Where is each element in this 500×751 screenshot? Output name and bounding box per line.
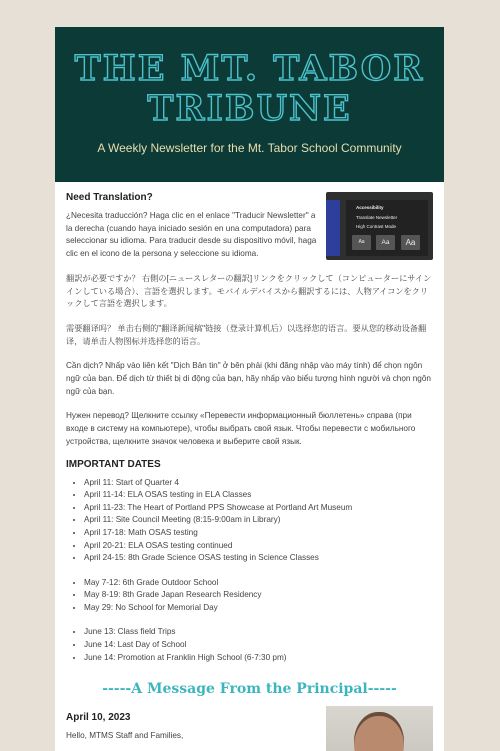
list-item: • April 11: Start of Quarter 4	[84, 477, 433, 490]
image-contrast-option: High Contrast Mode	[356, 224, 397, 229]
important-dates-heading: IMPORTANT DATES	[66, 458, 161, 470]
translation-section	[66, 192, 433, 261]
newsletter-tagline: A Weekly Newsletter for the Mt. Tabor School Community	[97, 141, 402, 155]
image-accessibility-panel	[346, 200, 428, 256]
newsletter-card	[55, 27, 444, 751]
image-text-size-medium: Aa	[376, 235, 395, 250]
list-item: • May 29: No School for Memorial Day	[84, 602, 433, 615]
masthead	[55, 27, 444, 182]
principal-photo	[326, 706, 433, 751]
principal-section-divider: -----A Message From the Principal-----	[102, 681, 397, 698]
dates-list-may	[66, 577, 433, 615]
translation-japanese: 翻訳が必要ですか？ 右側の[ニュースレターの翻訳]リンクをクリックして（コンピューターにサインインしている場合）、言語を選択します。モバイルデバイスから翻訳するには、人物アイコンをクリックして言語を選択します。	[66, 273, 432, 309]
image-blue-strip	[326, 200, 340, 256]
list-item: • May 8-19: 8th Grade Japan Research Residency	[84, 589, 433, 602]
principal-letter	[66, 712, 433, 743]
dates-list-june	[66, 626, 433, 664]
list-item: • April 24-15: 8th Grade Science OSAS testing in Science Classes	[84, 552, 433, 565]
translation-vietnamese: Cần dịch? Nhấp vào liên kết "Dịch Bản tin" ở bên phải (khi đăng nhập vào máy tính) để chọn ngôn ngữ của bạn. Để dịch từ thiết bị di động của bạn, hãy nhấp vào biểu tượng hình người và chọn ngôn ngữ của bạn.	[66, 361, 431, 396]
translation-chinese: 需要翻译吗？ 单击右侧的"翻译新闻稿"链接（登录计算机后）以选择您的语言。要从您的移动设备翻译，请单击人物图标并选择您的语言。	[66, 323, 427, 346]
principal-face	[354, 712, 404, 751]
list-item: • April 11-23: The Heart of Portland PPS Showcase at Portland Art Museum	[84, 502, 433, 515]
translation-russian: Нужен перевод? Щелкните ссылку «Перевести информационный бюллетень» справа (при входе в систему на компьютере), чтобы выбрать свой язык. Чтобы перевести с мобильного устройства, щелкните значок человека и выберите свой язык.	[66, 411, 416, 446]
translation-heading: Need Translation?	[66, 192, 153, 203]
image-text-size-large: Aa	[401, 235, 420, 250]
image-translate-option: Translate Newsletter	[356, 215, 398, 220]
list-item: • April 20-21: ELA OSAS testing continued	[84, 540, 433, 553]
list-item: • June 14: Last Day of School	[84, 639, 433, 652]
letter-greeting: Hello, MTMS Staff and Families,	[66, 731, 184, 741]
image-text-size-small: Aa	[352, 235, 371, 250]
list-item: • April 11-14: ELA OSAS testing in ELA Classes	[84, 489, 433, 502]
newsletter-title: THE MT. TABOR TRIBUNE	[74, 48, 425, 129]
list-item: • April 17-18: Math OSAS testing	[84, 527, 433, 540]
list-item: • June 13: Class field Trips	[84, 626, 433, 639]
dates-list-april	[66, 477, 433, 565]
translation-spanish: ¿Necesita traducción? Haga clic en el enlace "Traducir Newsletter" a la derecha (cuando haya iniciado sesión en una computadora) para seleccionar su idioma. Para traducir desde su dispositivo móvil, haga clic en el icono de la persona y seleccione su idioma.	[66, 211, 317, 259]
accessibility-menu-image	[326, 192, 433, 260]
list-item: • April 11: Site Council Meeting (8:15-9:00am in Library)	[84, 514, 433, 527]
newsletter-content	[55, 182, 444, 743]
letter-date: April 10, 2023	[66, 712, 131, 724]
image-accessibility-title: Accessibility	[356, 205, 384, 210]
list-item: • May 7-12: 6th Grade Outdoor School	[84, 577, 433, 590]
list-item: • June 14: Promotion at Franklin High School (6-7:30 pm)	[84, 652, 433, 665]
